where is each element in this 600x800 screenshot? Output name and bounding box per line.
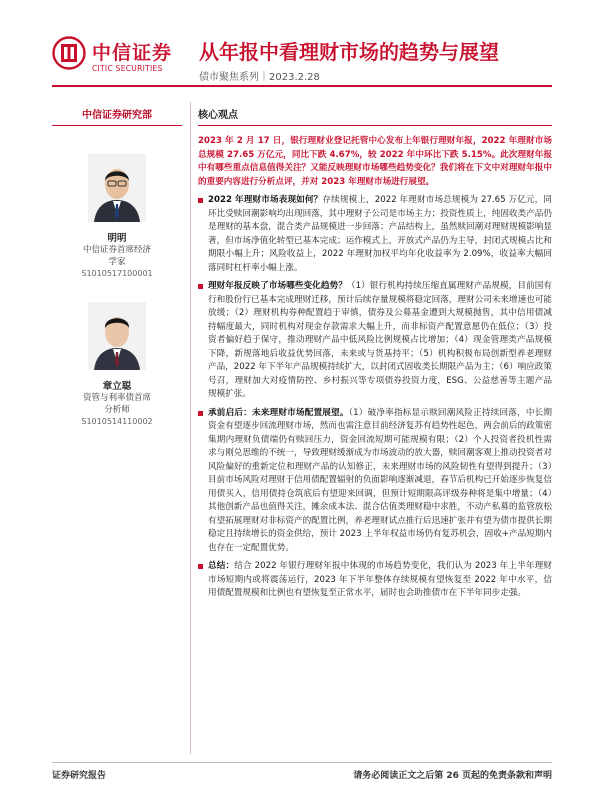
author-sidebar [52,100,182,428]
intro-paragraph: 2023 年 2 月 17 日，银行理财业登记托管中心发布上年银行理财年报，2022 年理财市场总规模 27.65 万亿元，同比下跌 4.67%，较 2022 年中环比下跌 5.15%。此次理财年报中有哪些重点信息值得关注？又能反映理财市场哪些趋势变化？我们将在下文中对理财年报中的重要内容进行分析点评，并对 2023 年理财市场进行展望。 [198,136,552,187]
author-photo-avatar [88,154,146,222]
footer-disclaimer: 请务必阅读正文之后第 26 页起的免责条款和声明 [353,771,552,781]
bullet-square-icon [198,284,203,289]
author-title-cont: 分析师 [104,405,130,415]
key-point-lead: 总结： [208,561,235,571]
bullet-square-icon [198,564,203,569]
author-title: 资管与利率债首席 [82,393,151,403]
bullet-square-icon [198,411,203,416]
key-point-lead: 理财年报反映了市场哪些变化趋势？ [208,281,347,291]
core-viewpoints [198,100,552,601]
key-points-list [198,194,552,601]
department-divider [52,125,182,126]
report-header [0,0,600,100]
author-photo-avatar [88,302,146,370]
key-point [198,560,552,601]
key-point-text: （1）银行机构持续压缩直属理财产品规模，目前国有行和股份行已基本完成理财迁移，预计后续存量规模将稳定回落，理财公司未来增速也可能放缓；（2）理财机构券种配置趋于审慎，债券及公募基金遭到大规模抛售，其中信用债减持幅度最大，同时机构对现金存款需求大幅上升，而非标资产配置意愿仍在低位；（3）投资者偏好趋于保守，推动理财产品中低风险比例规模占比增加；（4）现金管理类产品规模下降，新规落地后收益优势回落，未来或与货基持平；（5）机构积极布局创新型养老理财产品，2022 年下半年产品规模持续扩大，以封闭式固收类长期限产品为主；（6）响应政策号召，理财加大对疫情防控、乡村振兴等专项债券投资力度，ESG、公益慈善等主题产品规模扩张。 [208,281,552,399]
author-name: 章立聪 [102,381,132,392]
author-name: 明明 [107,233,127,244]
key-point-text: 存续规模上，2022 年理财市场总规模为 27.65 万亿元，同环比受赎回潮影响均出现回落，其中理财子公司是市场主力；投资性质上，纯固收类产品仍是理财的基本盘，混合类产品规模进一步回落；产品结构上，虽然赎回潮对理财规模影响显著，但市场净值化转型已基本完成；运作模式上，开放式产品仍为主导，封闭式规模占比和期限小幅上升；风险收益上，2022 年理财加权平均年化收益率为 2.09%，收益率大幅回落同时杠杆率小幅上涨。 [208,195,552,273]
key-point-text: 结合 2022 年银行理财年报中体现的市场趋势变化，我们认为 2023 年上半年理财市场短期内或将震荡运行，2023 年下半年整体存续规模有望恢复至 2022 年中水平，信用债配置规模和比例也有望恢复至正常水平，届时也会助推债市在下半年同步走强。 [208,561,552,598]
report-title: 从年报中看理财市场的趋势与展望 [199,40,499,64]
author-title-cont: 学家 [108,257,126,267]
section-divider [198,125,552,126]
column-divider [190,102,191,754]
footer-divider [52,762,552,763]
citic-logo-icon [52,36,86,70]
department-heading: 中信证券研究部 [82,110,152,121]
section-heading: 核心观点 [198,110,238,121]
header-divider [52,85,552,87]
logo-text: 中信证券 [92,42,173,64]
author-card [52,154,182,280]
key-point [198,194,552,275]
report-subtitle: 债市聚焦系列｜2023.2.28 [199,72,320,83]
key-point-lead: 2022 年理财市场表现如何？ [208,195,323,205]
author-title: 中信证券首席经济 [82,245,151,255]
author-license-code: S1010517100001 [81,269,153,278]
logo-subtext: CITIC SECURITIES [92,64,163,73]
key-point [198,407,552,556]
footer-report-type: 证券研究报告 [52,771,107,781]
key-point-lead: 承前启后：未来理财市场配置展望。 [208,407,349,418]
bullet-square-icon [198,198,203,203]
key-point-text: （1）破净率指标显示赎回潮风险正持续回落，中长期资金有望逐步回流理财市场，然而也需注意目前经济复苏有趋势性起色，两会前后的政策密集期内理财负债端仍有赎回压力，资金回流短期可能规模有限；（2）个人投资者投机性需求与刚兑思维的不统一，导致理财缓渐成为市场波动的放大器，赎回潮客观上推动投资者对风险偏好的重新定位和理财产品的认知修正，未来理财市场的风险韧性有望得到提升；（3）目前市场风险对理财于信用债配置辐射的负面影响逐渐减退，春节后机构已开始逐步恢复信用债买入，信用债持仓筑底后有望迎来回调，但预计短期限高评级券种将是集中增量；（4）其他创新产品也值得关注，摊余成本法、混合估值类理财稳中求胜，不动产私募的监管放松有望拓展理财对非标资产的配置比例，养老理财试点推行后迅速扩张并有望为债市提供长期稳定且持续增长的资金供给，预计 2023 上半年权益市场仍有复苏机会，固收+产品短期内也存在一定配置优势。 [208,407,552,553]
key-point [198,280,552,402]
author-license-code: S1010514110002 [81,417,153,426]
author-card [52,302,182,428]
